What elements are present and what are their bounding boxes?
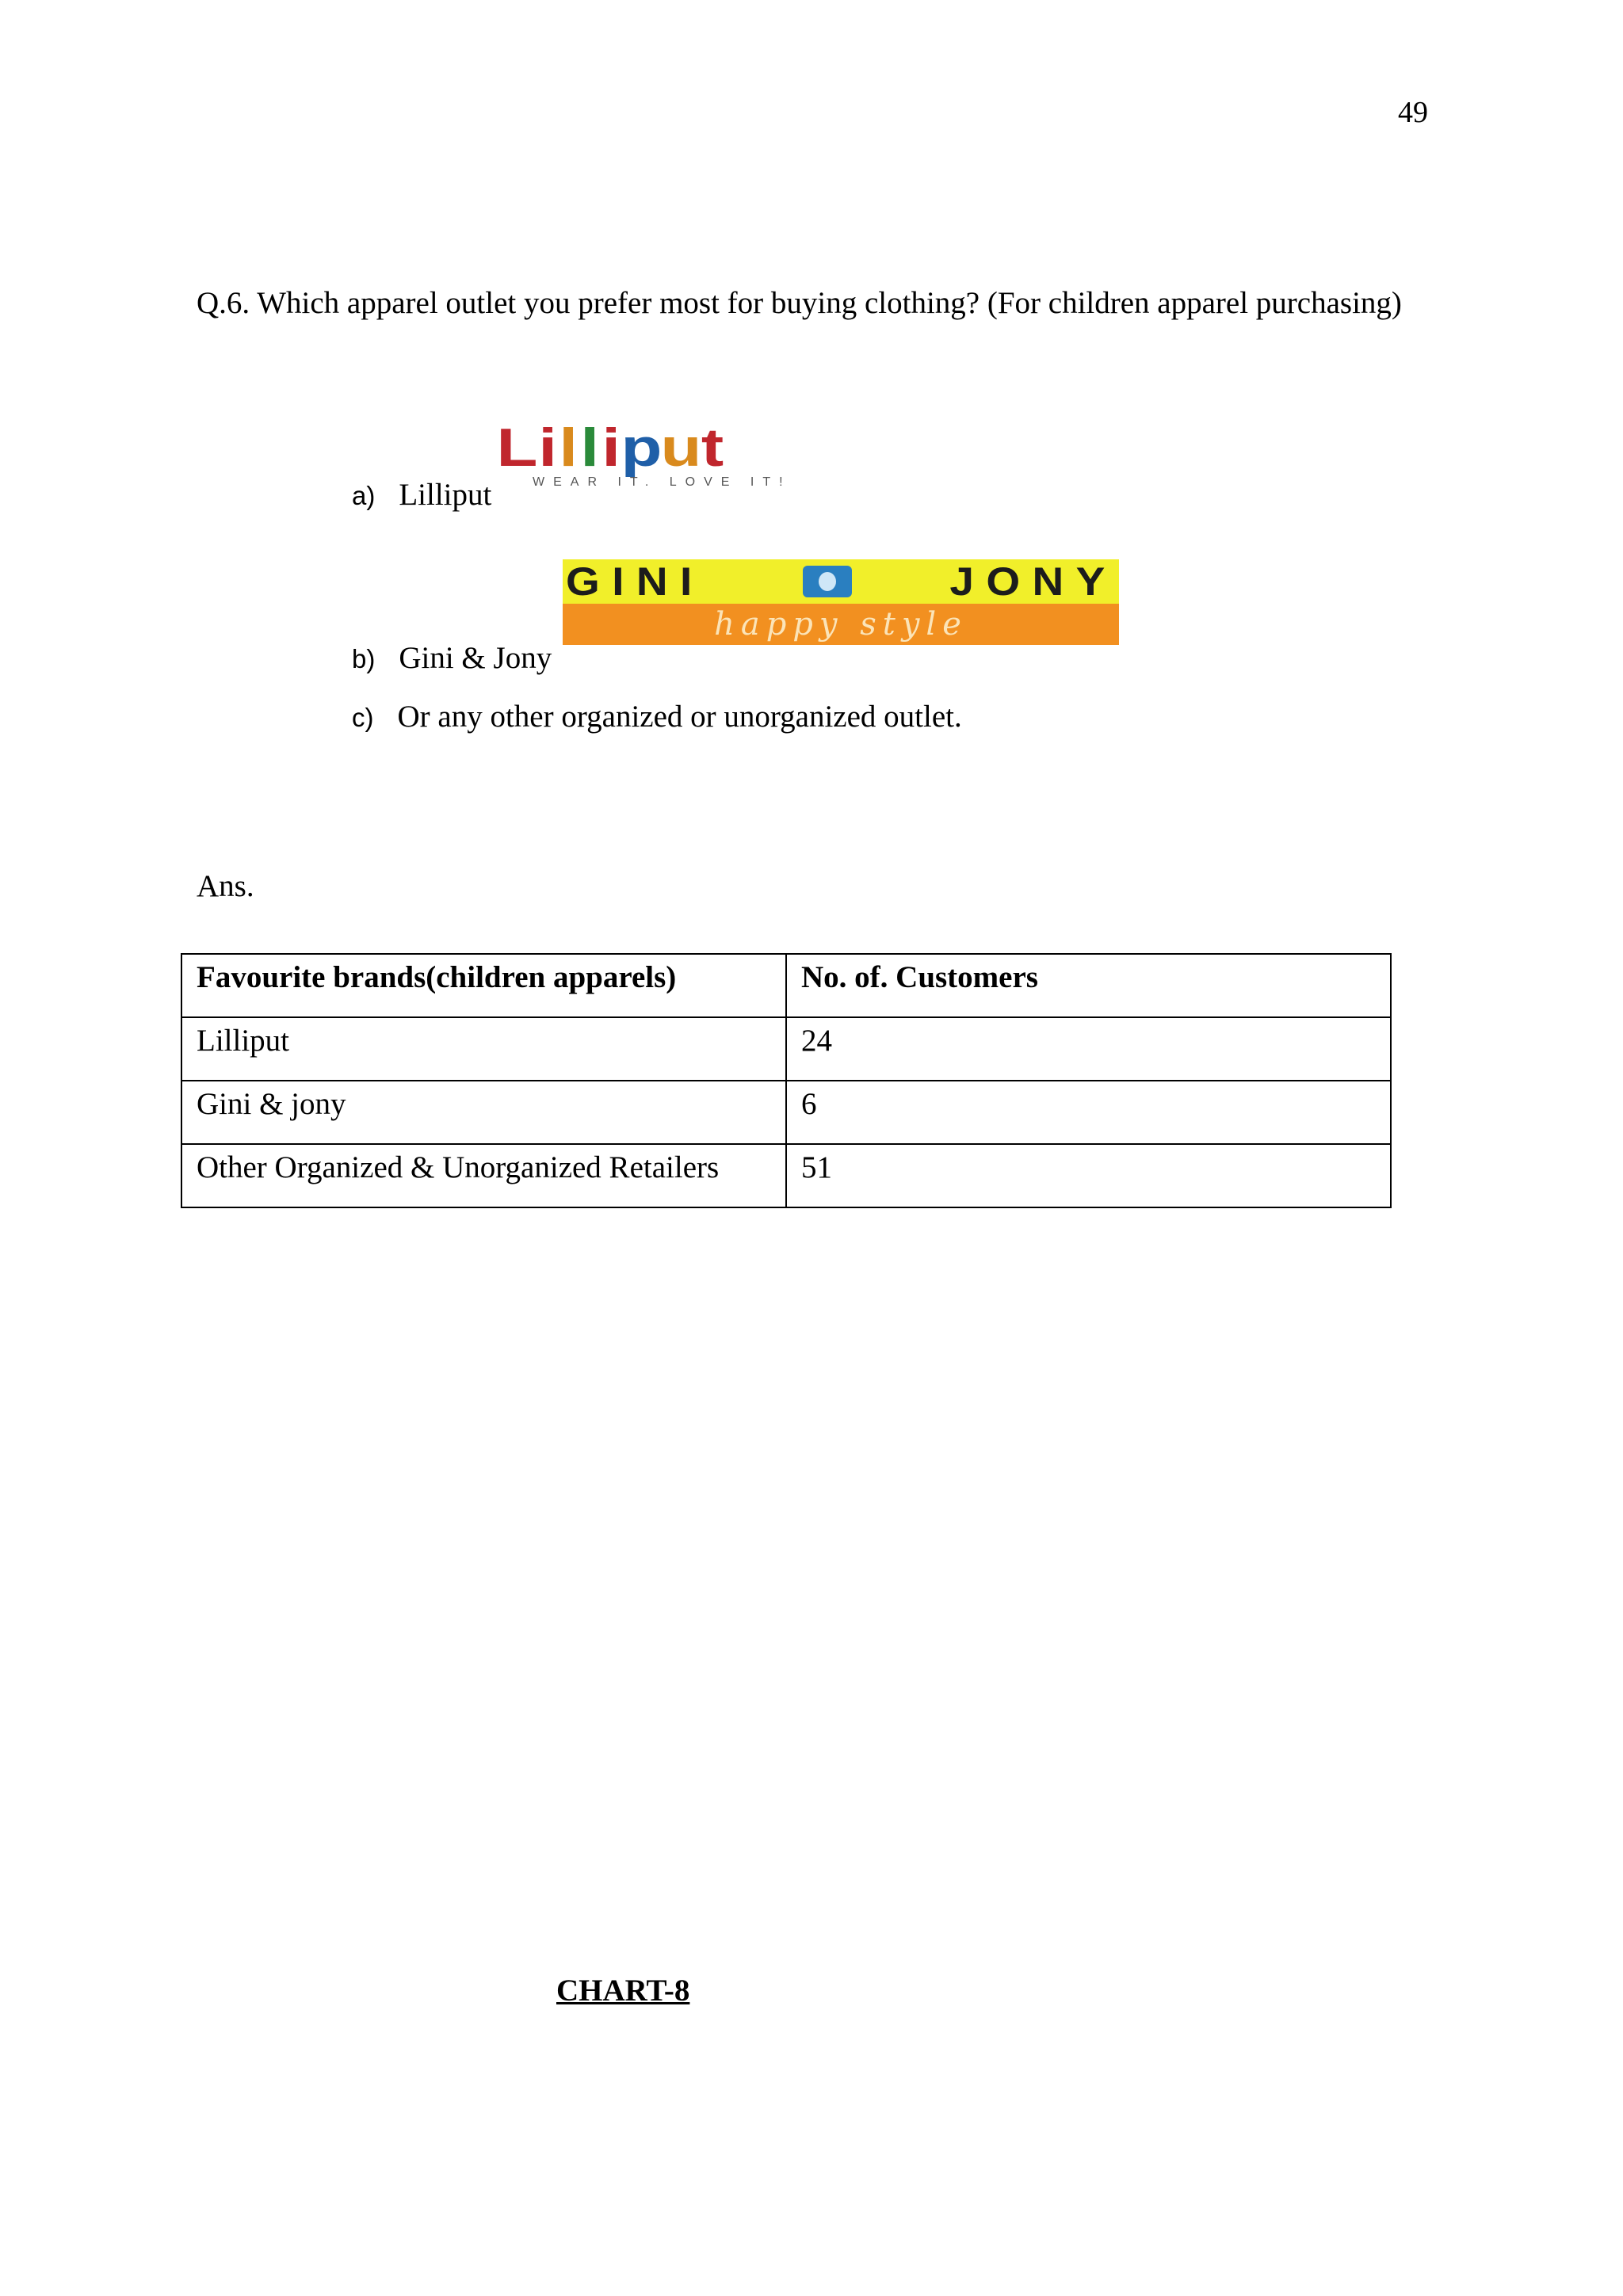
option-label: Or any other organized or unorganized outlet.	[397, 700, 962, 734]
answer-label: Ans.	[197, 869, 254, 903]
option-label: Gini & Jony	[399, 641, 552, 675]
table-header-row	[181, 954, 1391, 1017]
option-marker: a)	[352, 481, 376, 510]
option-label: Lilliput	[399, 478, 492, 512]
lilliput-logo-letter: l	[580, 418, 601, 478]
option-b	[352, 640, 552, 676]
lilliput-logo-letter: t	[701, 418, 727, 478]
table-cell-customers: 6	[786, 1081, 1391, 1144]
gini-jony-logo	[563, 559, 1119, 645]
lilliput-logo	[496, 418, 1008, 494]
gini-jony-logo-left-word: GINI	[566, 559, 705, 604]
table-row	[181, 1081, 1391, 1144]
table-row	[181, 1144, 1391, 1207]
option-marker: c)	[352, 703, 374, 732]
lilliput-logo-letter: p	[621, 418, 665, 478]
table-cell-brand: Gini & jony	[181, 1081, 786, 1144]
table-cell-brand: Other Organized & Unorganized Retailers	[181, 1144, 786, 1207]
table-cell-brand: Lilliput	[181, 1017, 786, 1081]
lilliput-logo-wordmark	[496, 418, 1008, 478]
lilliput-logo-letter: i	[537, 418, 559, 478]
option-marker: b)	[352, 644, 376, 673]
lilliput-logo-tagline: WEAR IT. LOVE IT!	[533, 475, 792, 489]
lilliput-logo-letter: i	[601, 418, 623, 478]
lilliput-logo-letter: L	[496, 418, 540, 478]
gini-jony-logo-top	[563, 559, 1119, 604]
chart-title: CHART-8	[556, 1974, 690, 2008]
gini-jony-badge-icon	[803, 566, 852, 597]
question-text: Q.6. Which apparel outlet you prefer most for buying clothing? (For children apparel purchasing)	[197, 286, 1402, 320]
gini-jony-logo-tagline: happy style	[563, 604, 1119, 645]
brands-table	[181, 953, 1392, 1208]
lilliput-logo-letter: u	[660, 418, 704, 478]
table-header-brand: Favourite brands(children apparels)	[181, 954, 786, 1017]
option-a	[352, 477, 491, 513]
table-row	[181, 1017, 1391, 1081]
table-cell-customers: 24	[786, 1017, 1391, 1081]
option-c	[352, 699, 962, 734]
table-header-customers: No. of. Customers	[786, 954, 1391, 1017]
page-number: 49	[1398, 96, 1428, 129]
gini-jony-logo-right-word: JONY	[949, 559, 1117, 604]
table-cell-customers: 51	[786, 1144, 1391, 1207]
lilliput-logo-letter: l	[559, 418, 580, 478]
